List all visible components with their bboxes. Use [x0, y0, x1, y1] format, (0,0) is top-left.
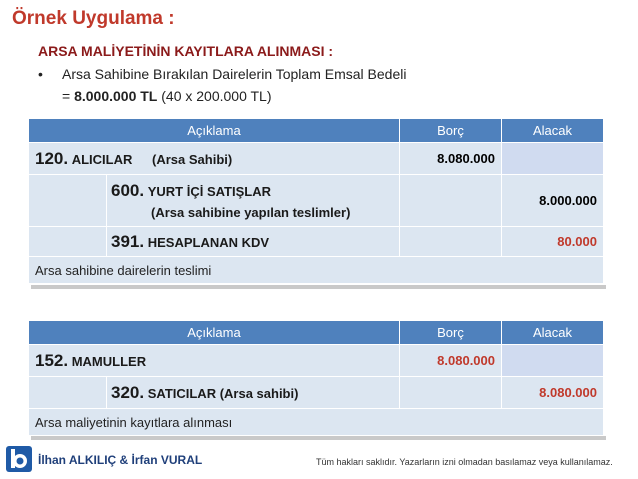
bullet-text: Arsa Sahibine Bırakılan Dairelerin Toplam Emsal Bedeli: [62, 66, 407, 82]
header-credit: Alacak: [502, 119, 604, 143]
journal-table-2: [28, 320, 604, 436]
empty-cell: [29, 377, 107, 409]
account-number: 391.: [111, 231, 145, 251]
table-row: [29, 345, 604, 377]
equation-prefix: =: [62, 88, 75, 104]
credit-cell: [502, 345, 604, 377]
header-description: Açıklama: [29, 321, 400, 345]
table-row: [29, 143, 604, 175]
account-cell: [107, 227, 400, 257]
header-description: Açıklama: [29, 119, 400, 143]
bullet-equation: [62, 88, 272, 104]
header-credit: Alacak: [502, 321, 604, 345]
equation-detail: (40 x 200.000 TL): [157, 88, 272, 104]
bullet-dot-icon: •: [38, 66, 43, 82]
entry-description: Arsa maliyetinin kayıtlara alınması: [29, 409, 604, 436]
account-detail: (Arsa Sahibi): [152, 151, 233, 167]
table-row: [29, 227, 604, 257]
journal-table-1: [28, 118, 604, 284]
credit-cell: 8.080.000: [502, 377, 604, 409]
debit-cell: [400, 377, 502, 409]
account-name: ALICILAR: [71, 151, 133, 167]
account-cell: [29, 345, 400, 377]
table-row: [29, 377, 604, 409]
account-number: 600.: [111, 181, 145, 200]
section-subtitle: ARSA MALİYETİNİN KAYITLARA ALINMASI :: [38, 43, 334, 59]
credit-cell: 8.000.000: [502, 175, 604, 227]
table-row: [29, 409, 604, 436]
account-cell: [107, 377, 400, 409]
entry-description: Arsa sahibine dairelerin teslimi: [29, 257, 604, 284]
account-detail: (Arsa sahibine yapılan teslimler): [151, 205, 351, 220]
account-name: HESAPLANAN KDV: [147, 234, 270, 250]
account-number: 120.: [35, 148, 69, 168]
debit-cell: 8.080.000: [400, 143, 502, 175]
account-name: SATICILAR (Arsa sahibi): [147, 385, 299, 401]
account-cell: [107, 175, 400, 227]
debit-cell: [400, 227, 502, 257]
header-debit: Borç: [400, 119, 502, 143]
account-number: 320.: [111, 382, 145, 402]
account-name: MAMULLER: [71, 353, 147, 369]
publisher-logo-icon: [6, 446, 32, 472]
table-row: [29, 257, 604, 284]
table-shadow: [31, 285, 606, 289]
table-row: [29, 175, 604, 227]
empty-cell: [29, 227, 107, 257]
table-shadow: [31, 436, 606, 440]
debit-cell: 8.080.000: [400, 345, 502, 377]
credit-cell: 80.000: [502, 227, 604, 257]
equation-total: 8.000.000 TL: [74, 88, 158, 104]
bullet-item: [38, 66, 406, 82]
account-number: 152.: [35, 350, 69, 370]
account-name: YURT İÇİ SATIŞLAR: [147, 184, 271, 199]
page-title: Örnek Uygulama :: [12, 8, 175, 29]
copyright-text: Tüm hakları saklıdır. Yazarların izni olmadan basılamaz veya kullanılamaz.: [316, 457, 613, 467]
empty-cell: [29, 175, 107, 227]
account-cell: [29, 143, 400, 175]
credit-cell: [502, 143, 604, 175]
debit-cell: [400, 175, 502, 227]
header-debit: Borç: [400, 321, 502, 345]
authors-text: İlhan ALKILIÇ & İrfan VURAL: [38, 453, 203, 467]
